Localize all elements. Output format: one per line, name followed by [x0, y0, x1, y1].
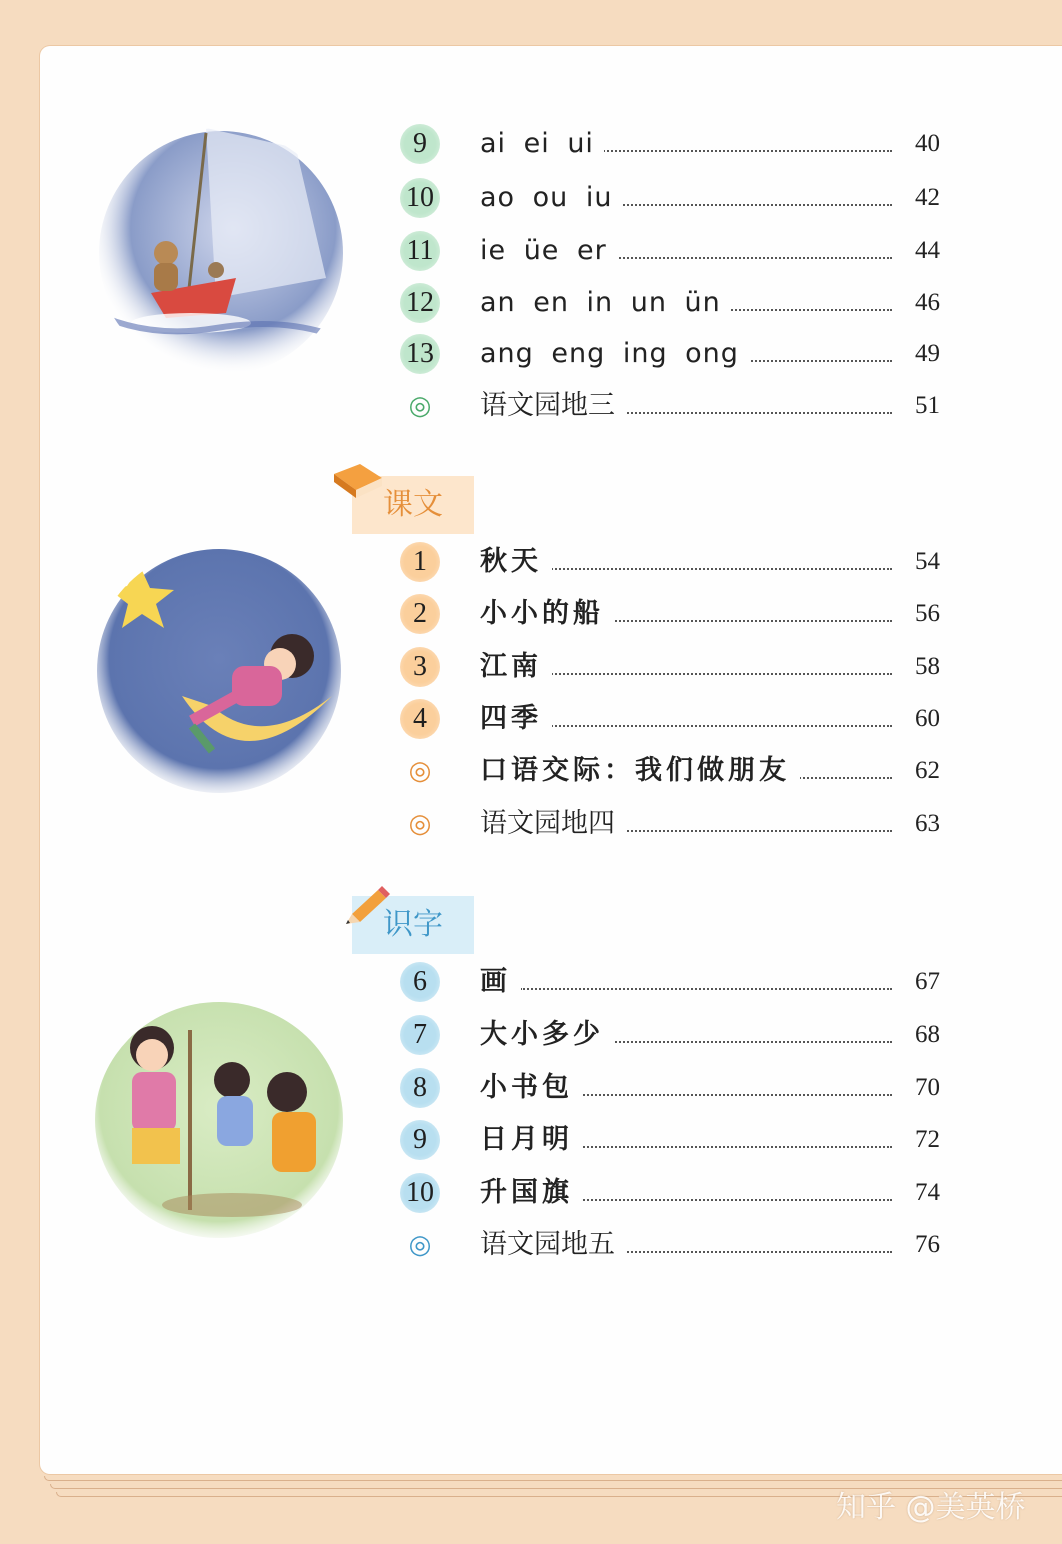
toc-entry[interactable]	[0, 592, 1062, 636]
page-number: 54	[915, 548, 940, 575]
lesson-number: 11	[400, 231, 440, 271]
dot-leader	[520, 988, 892, 990]
toc-entry[interactable]	[0, 960, 1062, 1004]
lesson-number: 2	[400, 594, 440, 634]
lesson-number: 8	[400, 1068, 440, 1108]
ring-marker-icon: ◎	[408, 1230, 432, 1260]
toc-entry[interactable]	[0, 281, 1062, 325]
entry-title: 秋天	[480, 540, 552, 584]
pencil-icon	[342, 884, 390, 924]
ring-marker-icon: ◎	[408, 756, 432, 786]
entry-title: an en in un ün	[480, 281, 731, 325]
entry-title: 语文园地五	[480, 1223, 625, 1267]
page-number: 56	[915, 600, 940, 627]
toc-entry[interactable]	[0, 384, 1062, 428]
ring-marker-icon: ◎	[408, 391, 432, 421]
toc-entry[interactable]	[0, 697, 1062, 741]
lesson-number: 3	[400, 647, 440, 687]
toc-entry[interactable]	[0, 749, 1062, 793]
entry-title: 画	[480, 960, 521, 1004]
toc-entry[interactable]	[0, 1118, 1062, 1162]
page-number: 63	[915, 810, 940, 837]
dot-leader	[520, 725, 892, 727]
page-number: 70	[915, 1074, 940, 1101]
entry-title: ao ou iu	[480, 176, 622, 220]
lesson-number: 7	[400, 1015, 440, 1055]
page-number: 60	[915, 705, 940, 732]
entry-title: ai ei ui	[480, 122, 604, 166]
entry-title: 小书包	[480, 1066, 583, 1110]
lesson-number: 12	[400, 283, 440, 323]
page-number: 62	[915, 757, 940, 784]
lesson-number: 9	[400, 1120, 440, 1160]
toc-entry[interactable]	[0, 122, 1062, 166]
book-icon	[330, 460, 384, 500]
dot-leader	[520, 673, 892, 675]
page-number: 67	[915, 968, 940, 995]
page-number: 40	[915, 130, 940, 157]
toc-entry[interactable]	[0, 1223, 1062, 1267]
lesson-number: 6	[400, 962, 440, 1002]
watermark: 知乎 @美英桥	[836, 1490, 1026, 1525]
lesson-number: 13	[400, 334, 440, 374]
toc-entry[interactable]	[0, 1013, 1062, 1057]
page-number: 49	[915, 340, 940, 367]
entry-title: 升国旗	[480, 1171, 583, 1215]
toc-entry[interactable]	[0, 540, 1062, 584]
toc-entry[interactable]	[0, 802, 1062, 846]
toc-entry[interactable]	[0, 229, 1062, 273]
page-number: 46	[915, 289, 940, 316]
section-title: 课文	[383, 487, 443, 522]
dot-leader	[520, 568, 892, 570]
ring-marker-icon: ◎	[408, 809, 432, 839]
page-edge	[44, 1476, 1062, 1481]
toc-entry[interactable]	[0, 1171, 1062, 1215]
entry-title: 大小多少	[480, 1013, 614, 1057]
page-number: 74	[915, 1179, 940, 1206]
lesson-number: 9	[400, 124, 440, 164]
toc-entry[interactable]	[0, 1066, 1062, 1110]
entry-title: 四季	[480, 697, 552, 741]
page-number: 58	[915, 653, 940, 680]
entry-title: 口语交际：我们做朋友	[480, 749, 800, 793]
page-number: 68	[915, 1021, 940, 1048]
page-number: 72	[915, 1126, 940, 1153]
entry-title: 小小的船	[480, 592, 614, 636]
lesson-number: 10	[400, 178, 440, 218]
entry-title: 日月明	[480, 1118, 583, 1162]
entry-title: 语文园地三	[480, 384, 625, 428]
lesson-number: 10	[400, 1173, 440, 1213]
entry-title: 江南	[480, 645, 552, 689]
section-title: 识字	[383, 907, 443, 942]
toc-entry[interactable]	[0, 645, 1062, 689]
toc-entry[interactable]	[0, 176, 1062, 220]
entry-title: ang eng ing ong	[480, 332, 749, 376]
lesson-number: 1	[400, 542, 440, 582]
page-number: 44	[915, 237, 940, 264]
entry-title: ie üe er	[480, 229, 617, 273]
toc-entry[interactable]	[0, 332, 1062, 376]
page-number: 76	[915, 1231, 940, 1258]
page-number: 51	[915, 392, 940, 419]
page-number: 42	[915, 184, 940, 211]
lesson-number: 4	[400, 699, 440, 739]
entry-title: 语文园地四	[480, 802, 625, 846]
